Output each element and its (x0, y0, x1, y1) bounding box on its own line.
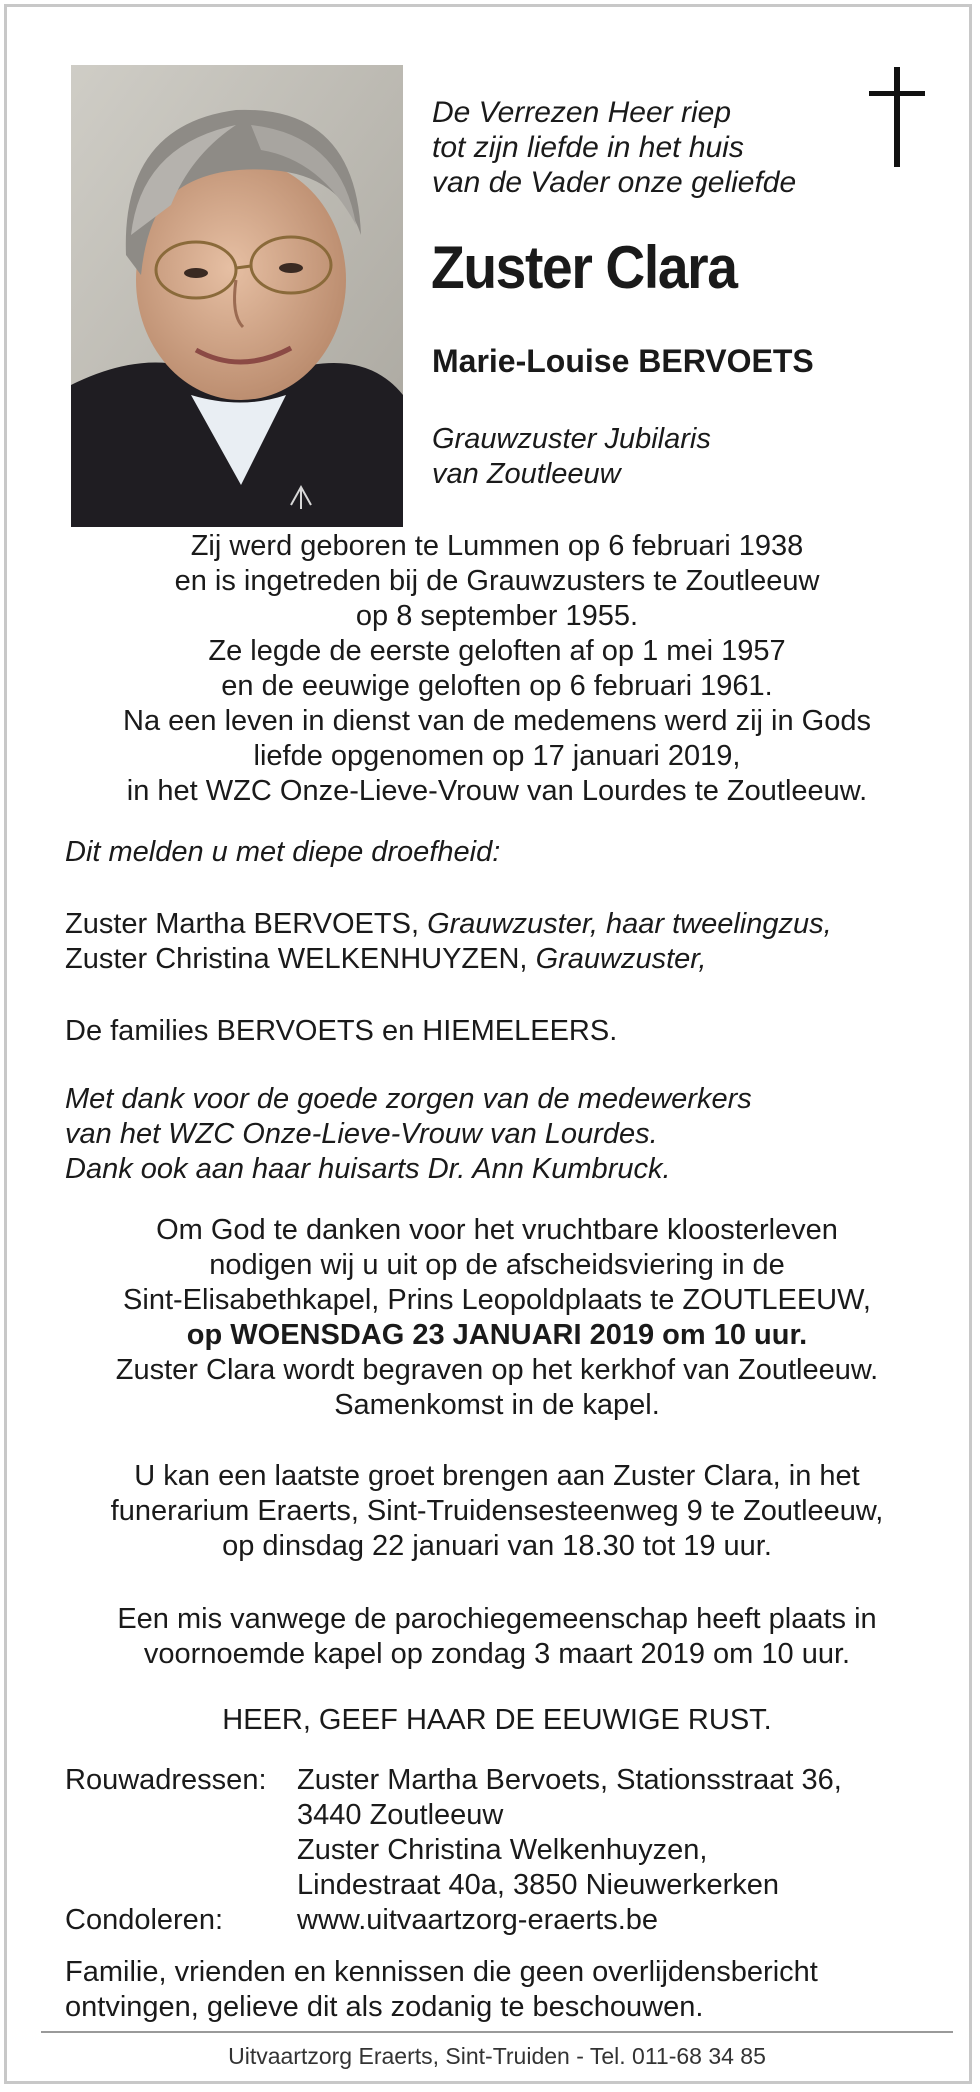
visitation-line: U kan een laatste groet brengen aan Zuster Clara, in het (134, 1460, 860, 1492)
ceremony-line: nodigen wij u uit op de afscheidsviering in de (209, 1249, 785, 1281)
order-line: van Zoutleeuw (432, 458, 621, 490)
mourner-role: Grauwzuster, haar tweelingzus, (427, 908, 832, 940)
mourner-name: Zuster Christina WELKENHUYZEN, (65, 943, 528, 975)
bio-line: Na een leven in dienst van de medemens werd zij in Gods (123, 705, 871, 737)
mourner-name: Zuster Martha BERVOETS, (65, 908, 420, 940)
mourner-line (65, 942, 945, 977)
condolence-link[interactable]: www.uitvaartzorg-eraerts.be (297, 1904, 659, 1936)
bio-line: en de eeuwige geloften op 6 februari 1961. (221, 670, 773, 702)
thanks-line: van het WZC Onze-Lieve-Vrouw van Lourdes. (65, 1118, 658, 1150)
mass-text (47, 1602, 947, 1672)
condolence-label: Condoleren: (65, 1904, 223, 1936)
mourner-role: Grauwzuster, (535, 943, 707, 975)
ceremony-line: Samenkomst in de kapel. (334, 1389, 660, 1421)
address-line: Zuster Martha Bervoets, Stationsstraat 36, (297, 1764, 842, 1796)
intro-line: van de Vader onze geliefde (432, 166, 797, 199)
bio-line: liefde opgenomen op 17 januari 2019, (253, 740, 741, 772)
order-line: Grauwzuster Jubilaris (432, 423, 711, 455)
thanks-line: Dank ook aan haar huisarts Dr. Ann Kumbruck. (65, 1153, 671, 1185)
portrait-photo (71, 65, 403, 527)
footer-divider (41, 2031, 953, 2033)
closing-line: Familie, vrienden en kennissen die geen overlijdensbericht (65, 1956, 818, 1988)
footer-text: Uitvaartzorg Eraerts, Sint-Truiden - Tel. 011-68 34 85 (228, 2043, 766, 2069)
intro-line: De Verrezen Heer riep (432, 96, 732, 129)
ceremony-line: Sint-Elisabethkapel, Prins Leopoldplaats te ZOUTLEEUW, (123, 1284, 871, 1316)
biography (47, 529, 947, 809)
order-text (432, 422, 711, 492)
visitation-line: op dinsdag 22 januari van 18.30 tot 19 uur. (222, 1530, 772, 1562)
ceremony-line: Om God te danken voor het vruchtbare kloosterleven (156, 1214, 838, 1246)
religious-name: Zuster Clara (431, 234, 737, 301)
ceremony-text (47, 1213, 947, 1423)
closing-text (65, 1955, 945, 2025)
addresses-label: Rouwadressen: (65, 1764, 267, 1796)
address-line: Zuster Christina Welkenhuyzen, (297, 1834, 708, 1866)
obituary-card (4, 4, 972, 2084)
ceremony-line: Zuster Clara wordt begraven op het kerkhof van Zoutleeuw. (115, 1354, 879, 1386)
intro-text (432, 95, 796, 200)
mass-line: voornoemde kapel op zondag 3 maart 2019 om 10 uur. (143, 1638, 851, 1670)
thanks-text (65, 1082, 945, 1187)
address-line: Lindestraat 40a, 3850 Nieuwerkerken (297, 1869, 780, 1901)
bio-line: in het WZC Onze-Lieve-Vrouw van Lourdes te Zoutleeuw. (126, 775, 868, 807)
visitation-text (47, 1459, 947, 1564)
bio-line: en is ingetreden bij de Grauwzusters te Zoutleeuw (174, 565, 820, 597)
bio-line: Ze legde de eerste geloften af op 1 mei 1957 (208, 635, 786, 667)
mass-line: Een mis vanwege de parochiegemeenschap heeft plaats in (117, 1603, 877, 1635)
civil-name: Marie-Louise BERVOETS (432, 343, 814, 379)
ceremony-date: op WOENSDAG 23 JANUARI 2019 om 10 uur. (186, 1319, 808, 1351)
bio-line: Zij werd geboren te Lummen op 6 februari 1938 (190, 530, 804, 562)
visitation-line: funerarium Eraerts, Sint-Truidensesteenweg 9 te Zoutleeuw, (110, 1495, 884, 1527)
intro-line: tot zijn liefde in het huis (432, 131, 744, 164)
mourners-list (65, 907, 945, 977)
prayer-line: HEER, GEEF HAAR DE EEUWIGE RUST. (222, 1704, 772, 1736)
announcement: Dit melden u met diepe droefheid: (65, 836, 501, 868)
mourner-line (65, 907, 945, 942)
cross-icon (869, 67, 925, 167)
address-line: 3440 Zoutleeuw (297, 1799, 504, 1831)
thanks-line: Met dank voor de goede zorgen van de medewerkers (65, 1083, 752, 1115)
bio-line: op 8 september 1955. (355, 600, 639, 632)
closing-line: ontvingen, gelieve dit als zodanig te beschouwen. (65, 1991, 704, 2023)
families-line: De families BERVOETS en HIEMELEERS. (65, 1015, 618, 1047)
